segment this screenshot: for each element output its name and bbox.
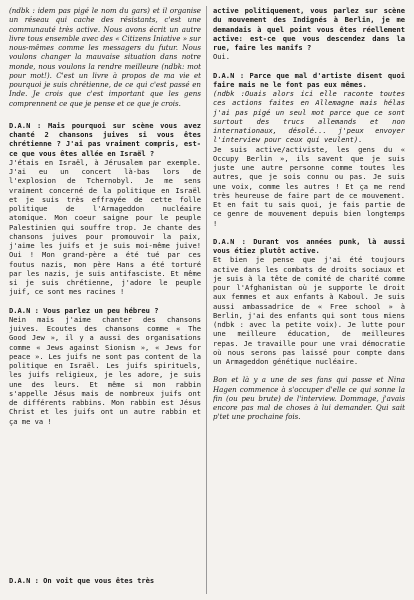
right-column (213, 6, 405, 596)
answer-hebrew: Nein mais j'aime chanter des chansons juives. Ecoutes des chansons comme « The Good Jew », il y a aussi des organisations comme « Jews against Sionism », « Jews for peace ». Les juifs ne sont pas content de la politique en Israël. Les juifs spirituels, les juifs religieux, je les adore, je suis une des leurs. Et même si mon rabbin s'appelle Jésus mais de nombreux juifs ont de différents rabbins. Mon rabbin est Jésus Christ et les juifs ont un autre rabbin et ça me va ! (9, 314, 201, 426)
intro-note: (ndbk : idem pas pigé le nom du gars) et il organise un réseau qui cache des résistants, c'est une communauté très active. Nous avons écrit un autre livre tous ensemble avec des « Citizens Iniative » sur nous-mêmes comme les messagers du futur. Nous voulons changer la mauvaise situation dans notre monde, nous voulons la rendre meilleure (ndbk: mot pour mot!). C'est un livre à propos de ma vie et pourquoi je suis chrétienne, de ce qui c'est passé en Inde. Je crois que c'est important que les gens comprennent ce que je pense et ce que je crois. (9, 6, 201, 108)
question-punk-years: D.A.N : Durant vos années punk, là aussi vous étiez plutôt active. (213, 236, 405, 255)
column-divider (206, 6, 207, 594)
question-politics-start: D.A.N : On voit que vous êtes très (9, 576, 155, 585)
editor-note: (ndbk :Ouais alors ici elle raconte toutes ces actions faites en Allemagne mais hélas j'ai pas pigé un seul mot parce que ce sont surtout des trucs allemands et non internationaux, désolé... j'peux envoyer l'interview pour ceux qui veulent). (213, 89, 405, 145)
answer-israel: J'étais en Israël, à Jérusalem par exemple. J'ai eu un concert là-bas lors de l'explosion de Tchernobyl. Je me sens vraiment concerné de la politique en Israël et je suis très effrayée de cette folle politique de l'Armageddon nucléaire atomique. Mon coeur saigne pour le peuple Palestinien qui souffre trop. Je chante des chansons juives pour promouvoir la paix, j'aime les juifs et je suis moi-même juive! Oui ! Mon grand-père a été tué par ces foutus nazis, mon père Hans a été torturé par les nazis, je suis antifasciste. Et même si je suis chrétienne, j'adore le peuple juif, ce sont mes racines ! (9, 157, 201, 297)
answer-activist: Je suis active/activiste, les gens du « Occupy Berlin », ils savent que je suis juste une autre personne comme toutes les autres, que je sois connu ou pas. Je suis une voix, comme les autres ! Et ça me rend très heureuse de faire part de ce mouvement. Et en fait tu sais quoi, je fais partie de ce genre de mouvement depuis bien longtemps ! (213, 144, 405, 228)
question-artists: D.A.N : Parce que mal d'artiste disent quoi faire mais ne le font pas eux mêmes. (213, 70, 405, 89)
answer-social-rights: Et bien je pense que j'ai été toujours active dans les combats de droits sociaux et je suis à la tête de comité de charité comme pour l'Afghanistan où je supporte le droit aux femmes et aux enfants à Kaboul. Je suis aussi ambassadrice de « Free school » à Berlin, j'ai des enfants qui sont tous miens (ndbk : avec la petite voix). Je lutte pour une meilleure éducation, de meilleures repas. Je travaille pour une vrai démocratie où nous serons pas laissé pour compte dans un Armageddon génétique nucléaire. (213, 255, 405, 366)
left-column (9, 6, 201, 596)
answer-yes: Oui. (213, 52, 231, 62)
question-hebrew: D.A.N : Vous parlez un peu hébreu ? (9, 305, 159, 315)
outro-note: Bon et là y a une de ses fans qui passe et Nina Hagen commence à s'occuper d'elle ce qui sonne la fin (ou peu brute) de l'interview. Dommage, j'avais encore pas mal de choses à lui demander. Qui sait p'tet une prochaine fois. (213, 375, 405, 422)
question-christian-songs: D.A.N : Mais pourquoi sur scène vous avez chanté 2 chansons juives si vous êtes chrétienne ? J'ai pas vraiment compris, est-ce que vous êtes allée en Israël ? (9, 120, 201, 158)
question-politics-cont: active politiquement, vous parlez sur scène du mouvement des Indignés à Berlin, je me demandais à quel point vous êtes réellement active: est-ce que vous descendez dans la rue, faire les manifs ? (213, 6, 405, 52)
